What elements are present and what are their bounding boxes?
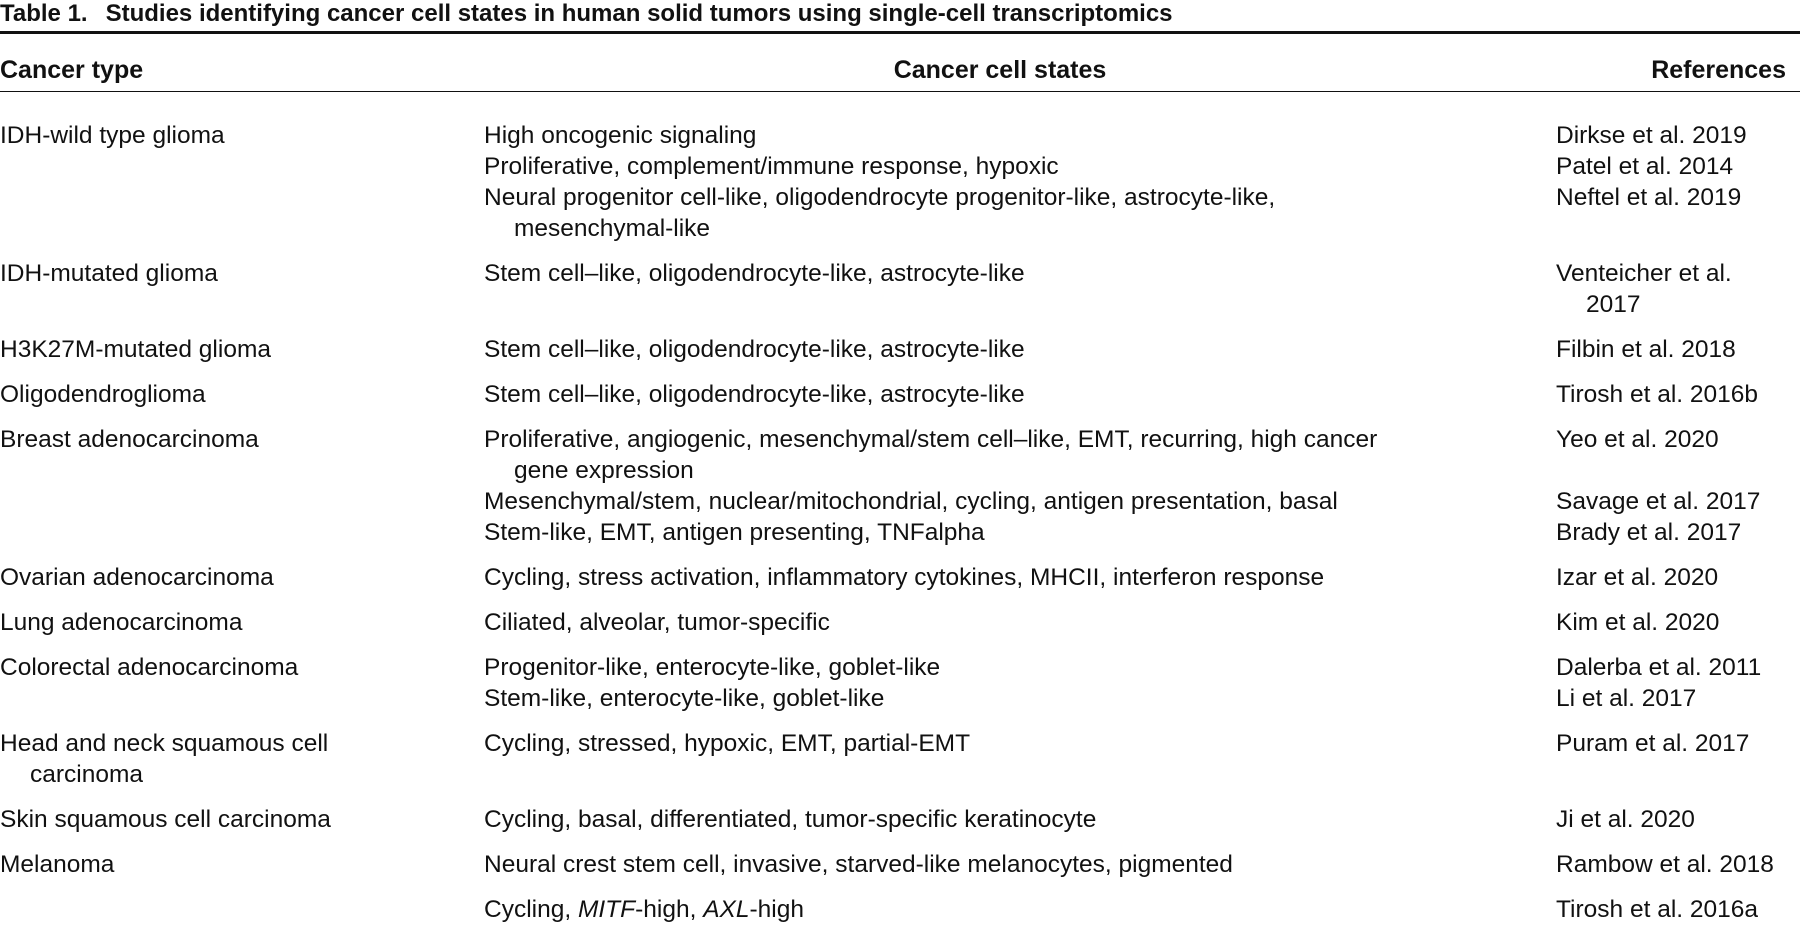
reference-text: Venteicher et al. xyxy=(1556,260,1732,287)
cancer-type-text: carcinoma xyxy=(30,761,144,788)
cell-state-entry xyxy=(484,334,1556,365)
reference-text: Patel et al. 2014 xyxy=(1556,153,1734,180)
cell-cell-states xyxy=(484,607,1556,638)
reference-entry xyxy=(1556,424,1800,486)
cell-cell-states xyxy=(484,562,1556,593)
reference-entry xyxy=(1556,120,1800,151)
cell-state-text: Neural crest stem cell, invasive, starved-like melanocytes, pigmented xyxy=(484,851,1233,878)
cell-state-text: Mesenchymal/stem, nuclear/mitochondrial, cycling, antigen presentation, basal xyxy=(484,488,1338,515)
cell-references xyxy=(1556,728,1800,759)
reference-text: Dalerba et al. 2011 xyxy=(1556,654,1762,681)
cancer-type-text: Skin squamous cell carcinoma xyxy=(0,806,331,833)
reference-text: Rambow et al. 2018 xyxy=(1556,851,1774,878)
cell-state-entry xyxy=(484,517,1556,548)
reference-entry xyxy=(1556,849,1800,880)
cell-references xyxy=(1556,562,1800,593)
cell-state-text: Neural progenitor cell-like, oligodendrocyte progenitor-like, astrocyte-like, xyxy=(484,184,1276,211)
cell-cancer-type xyxy=(0,804,484,835)
reference-entry xyxy=(1556,728,1800,759)
table-row xyxy=(0,849,1800,880)
cell-state-text: Stem-like, EMT, antigen presenting, TNFalpha xyxy=(484,519,985,546)
reference-entry xyxy=(1556,562,1800,593)
reference-text: Izar et al. 2020 xyxy=(1556,564,1719,591)
reference-text: Filbin et al. 2018 xyxy=(1556,336,1736,363)
reference-entry xyxy=(1556,517,1800,548)
cell-state-entry xyxy=(484,652,1556,683)
cell-state-text: Cycling, basal, differentiated, tumor-specific keratinocyte xyxy=(484,806,1097,833)
header-cell-states: Cancer cell states xyxy=(893,56,1107,84)
reference-text: Brady et al. 2017 xyxy=(1556,519,1742,546)
cell-state-entry xyxy=(484,607,1556,638)
header-references: References xyxy=(1651,56,1786,84)
cell-state-text: Stem cell–like, oligodendrocyte-like, astrocyte-like xyxy=(484,336,1025,363)
reference-entry xyxy=(1556,151,1800,182)
reference-entry xyxy=(1556,334,1800,365)
cell-cancer-type xyxy=(0,120,484,151)
cell-state-text: Ciliated, alveolar, tumor-specific xyxy=(484,609,830,636)
cell-state-fragment: -high xyxy=(749,896,804,923)
reference-text: Savage et al. 2017 xyxy=(1556,488,1761,515)
cell-references xyxy=(1556,804,1800,835)
top-rule xyxy=(0,31,1800,34)
cell-cell-states xyxy=(484,849,1556,880)
reference-text: 2017 xyxy=(1586,291,1641,318)
cancer-type-text: Breast adenocarcinoma xyxy=(0,426,259,453)
cell-cancer-type xyxy=(0,849,484,880)
cell-cell-states xyxy=(484,424,1556,548)
cell-cancer-type xyxy=(0,652,484,683)
cell-cell-states xyxy=(484,379,1556,410)
reference-entry xyxy=(1556,486,1800,517)
cell-state-text: Cycling, stressed, hypoxic, EMT, partial-EMT xyxy=(484,730,971,757)
reference-text: Li et al. 2017 xyxy=(1556,685,1697,712)
table-row xyxy=(0,379,1800,410)
table-body xyxy=(0,120,1800,939)
cell-cell-states xyxy=(484,120,1556,244)
reference-text: Tirosh et al. 2016b xyxy=(1556,381,1759,408)
cell-references xyxy=(1556,424,1800,548)
reference-text: Puram et al. 2017 xyxy=(1556,730,1750,757)
cell-references xyxy=(1556,849,1800,880)
table-row xyxy=(0,258,1800,320)
reference-entry xyxy=(1556,258,1800,320)
cell-state-text: mesenchymal-like xyxy=(514,215,711,242)
cell-state-entry xyxy=(484,894,1556,925)
cell-state-text: Proliferative, angiogenic, mesenchymal/stem cell–like, EMT, recurring, high cancer xyxy=(484,426,1378,453)
cell-state-entry xyxy=(484,120,1556,151)
cell-state-entry xyxy=(484,258,1556,289)
table-label: Table 1. xyxy=(0,0,88,27)
table-row xyxy=(0,804,1800,835)
cell-cell-states xyxy=(484,728,1556,759)
cell-cancer-type xyxy=(0,258,484,289)
cell-state-text: Progenitor-like, enterocyte-like, goblet-like xyxy=(484,654,941,681)
reference-entry xyxy=(1556,804,1800,835)
table-row xyxy=(0,334,1800,365)
table-header xyxy=(0,38,1800,104)
cell-cancer-type xyxy=(0,562,484,593)
cell-state-entry xyxy=(484,804,1556,835)
cell-references xyxy=(1556,334,1800,365)
cancer-type-text: Melanoma xyxy=(0,851,115,878)
cancer-type-text: IDH-mutated glioma xyxy=(0,260,218,287)
gene-name: AXL xyxy=(703,896,750,923)
reference-entry xyxy=(1556,182,1800,244)
table-row xyxy=(0,607,1800,638)
cell-state-text: High oncogenic signaling xyxy=(484,122,757,149)
cell-state-text xyxy=(484,894,1556,925)
cell-cell-states xyxy=(484,334,1556,365)
cell-state-entry xyxy=(484,562,1556,593)
gene-name: MITF xyxy=(577,896,636,923)
cancer-type-text: H3K27M-mutated glioma xyxy=(0,336,271,363)
reference-text: Kim et al. 2020 xyxy=(1556,609,1720,636)
cancer-type-text: Head and neck squamous cell xyxy=(0,730,329,757)
cell-references xyxy=(1556,652,1800,714)
reference-text: Yeo et al. 2020 xyxy=(1556,426,1719,453)
table-row xyxy=(0,120,1800,244)
table-row xyxy=(0,728,1800,790)
cancer-type-text: Oligodendroglioma xyxy=(0,381,206,408)
cell-state-text: Stem-like, enterocyte-like, goblet-like xyxy=(484,685,885,712)
reference-text: Tirosh et al. 2016a xyxy=(1556,896,1759,923)
cell-state-fragment: -high, xyxy=(635,896,704,923)
cell-cancer-type xyxy=(0,379,484,410)
reference-entry xyxy=(1556,652,1800,683)
cell-state-entry xyxy=(484,379,1556,410)
table-row xyxy=(0,424,1800,548)
cell-references xyxy=(1556,258,1800,320)
cell-cancer-type xyxy=(0,894,484,925)
cell-cancer-type xyxy=(0,424,484,455)
cell-cancer-type xyxy=(0,728,484,790)
cell-state-fragment: Cycling, xyxy=(484,896,578,923)
cell-state-entry xyxy=(484,424,1556,486)
cell-references xyxy=(1556,120,1800,244)
header-rule xyxy=(0,91,1800,92)
reference-text: Neftel et al. 2019 xyxy=(1556,184,1742,211)
cancer-type-text: Lung adenocarcinoma xyxy=(0,609,243,636)
cell-references xyxy=(1556,607,1800,638)
cell-state-entry xyxy=(484,486,1556,517)
reference-entry xyxy=(1556,894,1800,925)
cell-state-entry xyxy=(484,728,1556,759)
cell-state-entry xyxy=(484,151,1556,182)
cell-state-entry xyxy=(484,683,1556,714)
cell-references xyxy=(1556,894,1800,925)
reference-text: Ji et al. 2020 xyxy=(1556,806,1695,833)
cell-state-text: Stem cell–like, oligodendrocyte-like, astrocyte-like xyxy=(484,260,1025,287)
cell-state-text: Stem cell–like, oligodendrocyte-like, astrocyte-like xyxy=(484,381,1025,408)
cell-cell-states xyxy=(484,894,1556,925)
cell-state-text: Proliferative, complement/immune response, hypoxic xyxy=(484,153,1059,180)
reference-text: Dirkse et al. 2019 xyxy=(1556,122,1747,149)
table-caption: Studies identifying cancer cell states in human solid tumors using single-cell transcriptomics xyxy=(105,0,1173,27)
cancer-type-text: Ovarian adenocarcinoma xyxy=(0,564,274,591)
table-row xyxy=(0,562,1800,593)
cell-state-text: gene expression xyxy=(514,457,694,484)
reference-entry xyxy=(1556,607,1800,638)
cancer-type-text xyxy=(0,894,484,925)
table-row xyxy=(0,894,1800,925)
header-cancer-type: Cancer type xyxy=(0,56,144,84)
cell-cancer-type xyxy=(0,334,484,365)
reference-entry xyxy=(1556,683,1800,714)
cell-state-entry xyxy=(484,182,1556,244)
cell-state-text: Cycling, stress activation, inflammatory cytokines, MHCII, interferon response xyxy=(484,564,1325,591)
cell-state-entry xyxy=(484,849,1556,880)
table-title xyxy=(0,0,1173,30)
cancer-type-text: IDH-wild type glioma xyxy=(0,122,225,149)
cancer-type-text: Colorectal adenocarcinoma xyxy=(0,654,299,681)
cell-cancer-type xyxy=(0,607,484,638)
cell-cell-states xyxy=(484,652,1556,714)
cell-cell-states xyxy=(484,258,1556,289)
reference-entry xyxy=(1556,379,1800,410)
cell-cell-states xyxy=(484,804,1556,835)
cell-references xyxy=(1556,379,1800,410)
table-row xyxy=(0,652,1800,714)
